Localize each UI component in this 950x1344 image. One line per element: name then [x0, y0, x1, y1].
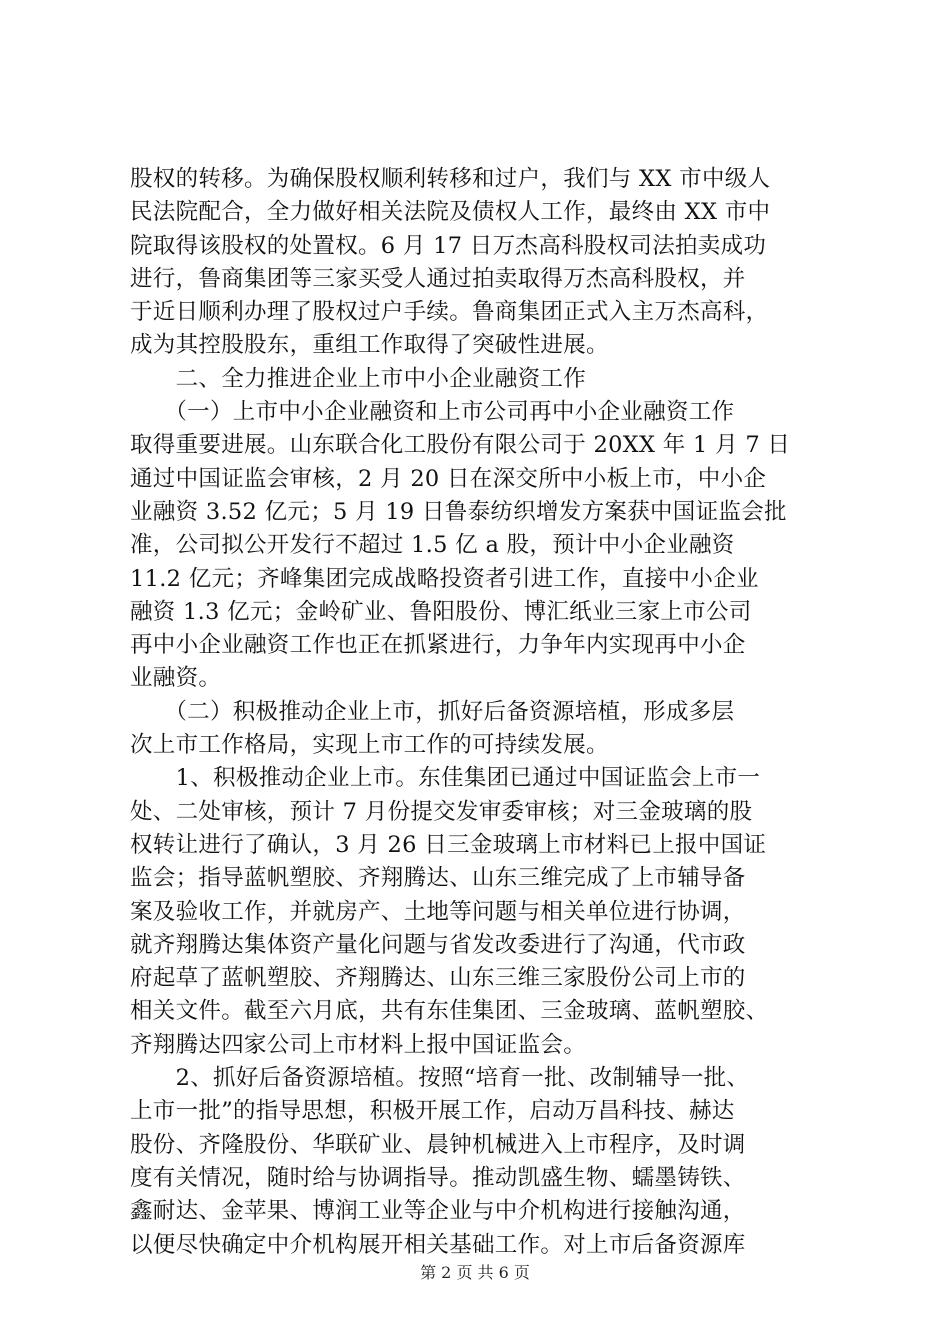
- text-line: 度有关情况，随时给与协调指导。推动凯盛生物、蠕墨铸铁、: [130, 1164, 746, 1191]
- text-line: 进行，鲁商集团等三家买受人通过拍卖取得万杰高科股权，并: [130, 265, 746, 292]
- page-number: 第 2 页 共 6 页: [420, 1263, 530, 1282]
- text-line: 上市一批”的指导思想，积极开展工作，启动万昌科技、赫达: [130, 1098, 735, 1125]
- text-line: 准，公司拟公开发行不超过 1.5 亿 a 股，预计中小企业融资: [130, 532, 735, 559]
- text-line: （二）积极推动企业上市，抓好后备资源培植，形成多层: [130, 698, 735, 725]
- text-line: 取得重要进展。山东联合化工股份有限公司于 20XX 年 1 月 7 日: [130, 432, 791, 459]
- text-line: （一）上市中小企业融资和上市公司再中小企业融资工作: [130, 399, 735, 426]
- text-line: 股份、齐隆股份、华联矿业、晨钟机械进入上市程序，及时调: [130, 1131, 746, 1158]
- text-line: 2、抓好后备资源培植。按照“培育一批、改制辅导一批、: [130, 1065, 750, 1092]
- text-line: 处、二处审核，预计 7 月份提交发审委审核；对三金玻璃的股: [130, 798, 753, 825]
- text-line: 融资 1.3 亿元；金岭矿业、鲁阳股份、博汇纸业三家上市公司: [130, 598, 752, 625]
- text-line: 次上市工作格局，实现上市工作的可持续发展。: [130, 732, 609, 759]
- text-line: 通过中国证监会审核，2 月 20 日在深交所中小板上市，中小企: [130, 465, 767, 492]
- text-line: 1、积极推动企业上市。东佳集团已通过中国证监会上市一: [130, 765, 761, 792]
- text-line: 成为其控股股东，重组工作取得了突破性进展。: [130, 332, 609, 359]
- text-line: 再中小企业融资工作也正在抓紧进行，力争年内实现再中小企: [130, 632, 746, 659]
- text-line: 相关文件。截至六月底，共有东佳集团、三金玻璃、蓝帆塑胶、: [130, 998, 769, 1025]
- section-heading: 二、全力推进企业上市中小企业融资工作: [130, 365, 587, 392]
- page-footer: [0, 1263, 950, 1283]
- text-line: 鑫耐达、金苹果、博润工业等企业与中介机构进行接触沟通，: [130, 1198, 746, 1225]
- text-line: 监会；指导蓝帆塑胶、齐翔腾达、山东三维完成了上市辅导备: [130, 865, 746, 892]
- text-line: 业融资。: [130, 665, 222, 692]
- text-line: 院取得该股权的处置权。6 月 17 日万杰高科股权司法拍卖成功: [130, 232, 767, 259]
- text-line: 齐翔腾达四家公司上市材料上报中国证监会。: [130, 1031, 587, 1058]
- text-line: 就齐翔腾达集体资产量化问题与省发改委进行了沟通，代市政: [130, 931, 746, 958]
- text-line: 于近日顺利办理了股权过户手续。鲁商集团正式入主万杰高科，: [130, 299, 769, 326]
- text-line: 以便尽快确定中介机构展开相关基础工作。对上市后备资源库: [130, 1231, 746, 1258]
- text-line: 案及验收工作，并就房产、土地等问题与相关单位进行协调，: [130, 898, 746, 925]
- text-line: 业融资 3.52 亿元；5 月 19 日鲁泰纺织增发方案获中国证监会批: [130, 498, 787, 525]
- text-line: 民法院配合，全力做好相关法院及债权人工作，最终由 XX 市中: [130, 199, 771, 226]
- text-line: 府起草了蓝帆塑胶、齐翔腾达、山东三维三家股份公司上市的: [130, 965, 746, 992]
- text-line: 股权的转移。为确保股权顺利转移和过户，我们与 XX 市中级人: [130, 166, 771, 192]
- text-line: 权转让进行了确认，3 月 26 日三金玻璃上市材料已上报中国证: [130, 831, 767, 858]
- body-text: [130, 163, 830, 1262]
- text-line: 11.2 亿元；齐峰集团完成战略投资者引进工作，直接中小企业: [130, 565, 759, 592]
